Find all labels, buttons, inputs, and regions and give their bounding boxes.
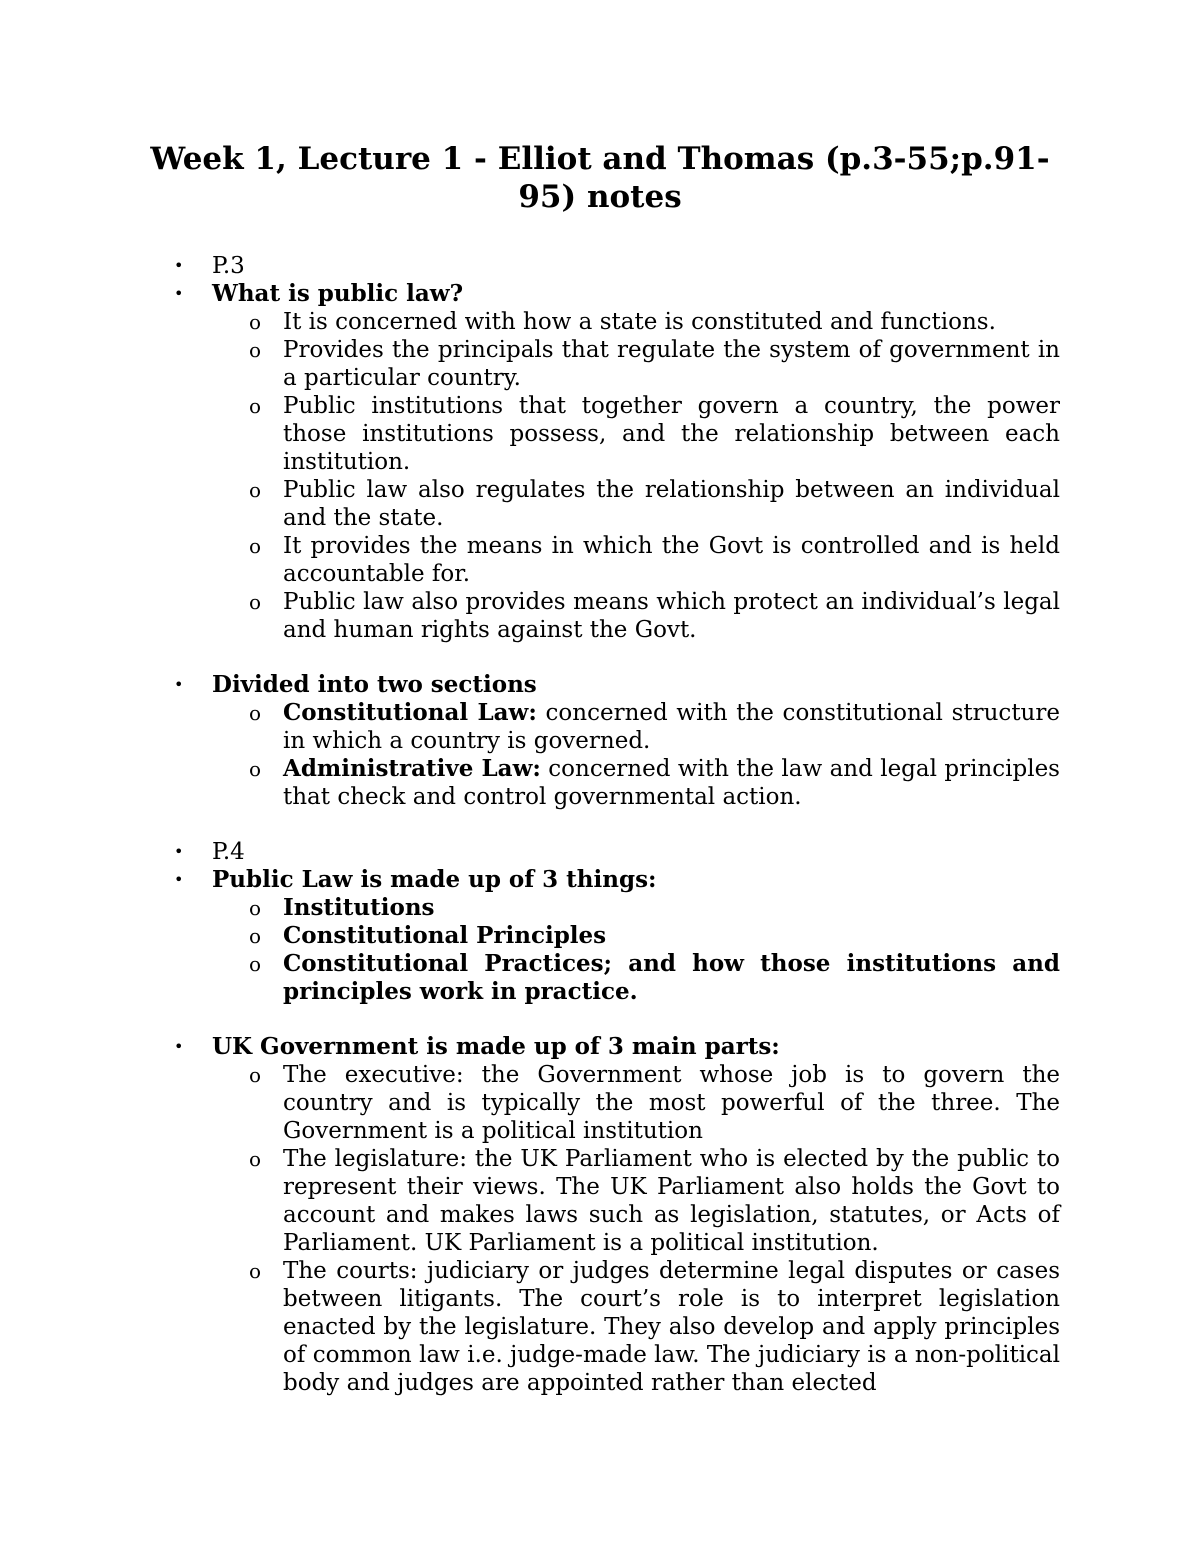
sub-item [249, 532, 1060, 588]
sub-item-text: concerned with the constitutional structure in which a country is governed. [283, 700, 1060, 754]
document-title: Week 1, Lecture 1 - Elliot and Thomas (p.3-55;p.91-95) notes [150, 141, 1050, 215]
sub-list [212, 699, 1060, 811]
sub-item [249, 308, 1060, 336]
bullet-circle-icon: o [249, 338, 262, 362]
outline-item-text: What is public law? [212, 280, 464, 307]
section-spacer [212, 644, 1060, 671]
bullet-circle-icon: o [249, 590, 262, 614]
sub-item [249, 588, 1060, 644]
bullet-circle-icon: o [249, 1147, 262, 1171]
sub-item-text: The courts: judiciary or judges determine legal disputes or cases between litigants. The court’s role is to interpret legislation enacted by the legislature. They also develop and apply principles of common law i.e. judge-made law. The judiciary is a non-political body and judges are appointed rather than elected [283, 1258, 1060, 1396]
bullet-circle-icon: o [249, 1259, 262, 1283]
outline-item [174, 280, 1060, 644]
sub-item [249, 1257, 1060, 1397]
outline-item [174, 252, 1060, 280]
sub-item-term: Administrative Law: [283, 755, 541, 782]
bullet-circle-icon: o [249, 1063, 262, 1087]
outline-item [174, 866, 1060, 1006]
sub-item [249, 336, 1060, 392]
outline-item-text: Public Law is made up of 3 things: [212, 866, 657, 893]
sub-list [212, 1061, 1060, 1397]
outline-item-text: P.4 [212, 839, 245, 865]
bullet-outline [174, 252, 1060, 1397]
bullet-circle-icon: o [249, 924, 262, 948]
bullet-circle-icon: o [249, 310, 262, 334]
sub-item [249, 894, 1060, 922]
bullet-dot-icon: • [174, 256, 184, 275]
sub-item [249, 1145, 1060, 1257]
section-spacer [212, 811, 1060, 838]
sub-item [249, 950, 1060, 1006]
outline-item-text: P.3 [212, 253, 245, 279]
bullet-circle-icon: o [249, 534, 262, 558]
sub-item-text: Institutions [283, 894, 435, 921]
sub-item [249, 476, 1060, 532]
outline-item [174, 671, 1060, 811]
sub-item-text: Provides the principals that regulate the system of government in a particular country. [283, 337, 1060, 391]
bullet-circle-icon: o [249, 478, 262, 502]
sub-item-text: Public institutions that together govern a country, the power those institutions possess, and the relationship between each institution. [283, 393, 1060, 475]
bullet-circle-icon: o [249, 394, 262, 418]
outline-item [174, 1033, 1060, 1397]
bullet-circle-icon: o [249, 757, 262, 781]
sub-item-text: The executive: the Government whose job is to govern the country and is typically the most powerful of the three. The Government is a political institution [283, 1062, 1060, 1144]
bullet-dot-icon: • [174, 284, 184, 303]
bullet-circle-icon: o [249, 701, 262, 725]
sub-item-text: Public law also provides means which protect an individual’s legal and human rights against the Govt. [283, 589, 1060, 643]
sub-item-text: It is concerned with how a state is constituted and functions. [283, 309, 996, 335]
sub-item [249, 699, 1060, 755]
sub-item-text: concerned with the law and legal principles that check and control governmental action. [283, 756, 1060, 810]
sub-item-text: It provides the means in which the Govt is controlled and is held accountable for. [283, 533, 1060, 587]
section-spacer [212, 1006, 1060, 1033]
bullet-dot-icon: • [174, 675, 184, 694]
sub-item-text: Constitutional Practices; and how those institutions and principles work in practice. [283, 950, 1060, 1005]
bullet-circle-icon: o [249, 896, 262, 920]
bullet-circle-icon: o [249, 952, 262, 976]
sub-list [212, 308, 1060, 644]
outline-item-text: Divided into two sections [212, 671, 537, 698]
sub-item [249, 1061, 1060, 1145]
sub-item-text: The legislature: the UK Parliament who is elected by the public to represent their views. The UK Parliament also holds the Govt to account and makes laws such as legislation, statutes, or Acts of Parliament. UK Parliament is a political institution. [283, 1146, 1060, 1256]
sub-item [249, 922, 1060, 950]
bullet-dot-icon: • [174, 842, 184, 861]
sub-item-text: Constitutional Principles [283, 922, 607, 949]
bullet-dot-icon: • [174, 1037, 184, 1056]
sub-item [249, 755, 1060, 811]
sub-list [212, 894, 1060, 1006]
outline-item-text: UK Government is made up of 3 main parts: [212, 1033, 780, 1060]
bullet-dot-icon: • [174, 870, 184, 889]
sub-item-term: Constitutional Law: [283, 699, 537, 726]
sub-item [249, 392, 1060, 476]
outline-item [174, 838, 1060, 866]
sub-item-text: Public law also regulates the relationship between an individual and the state. [283, 477, 1060, 531]
